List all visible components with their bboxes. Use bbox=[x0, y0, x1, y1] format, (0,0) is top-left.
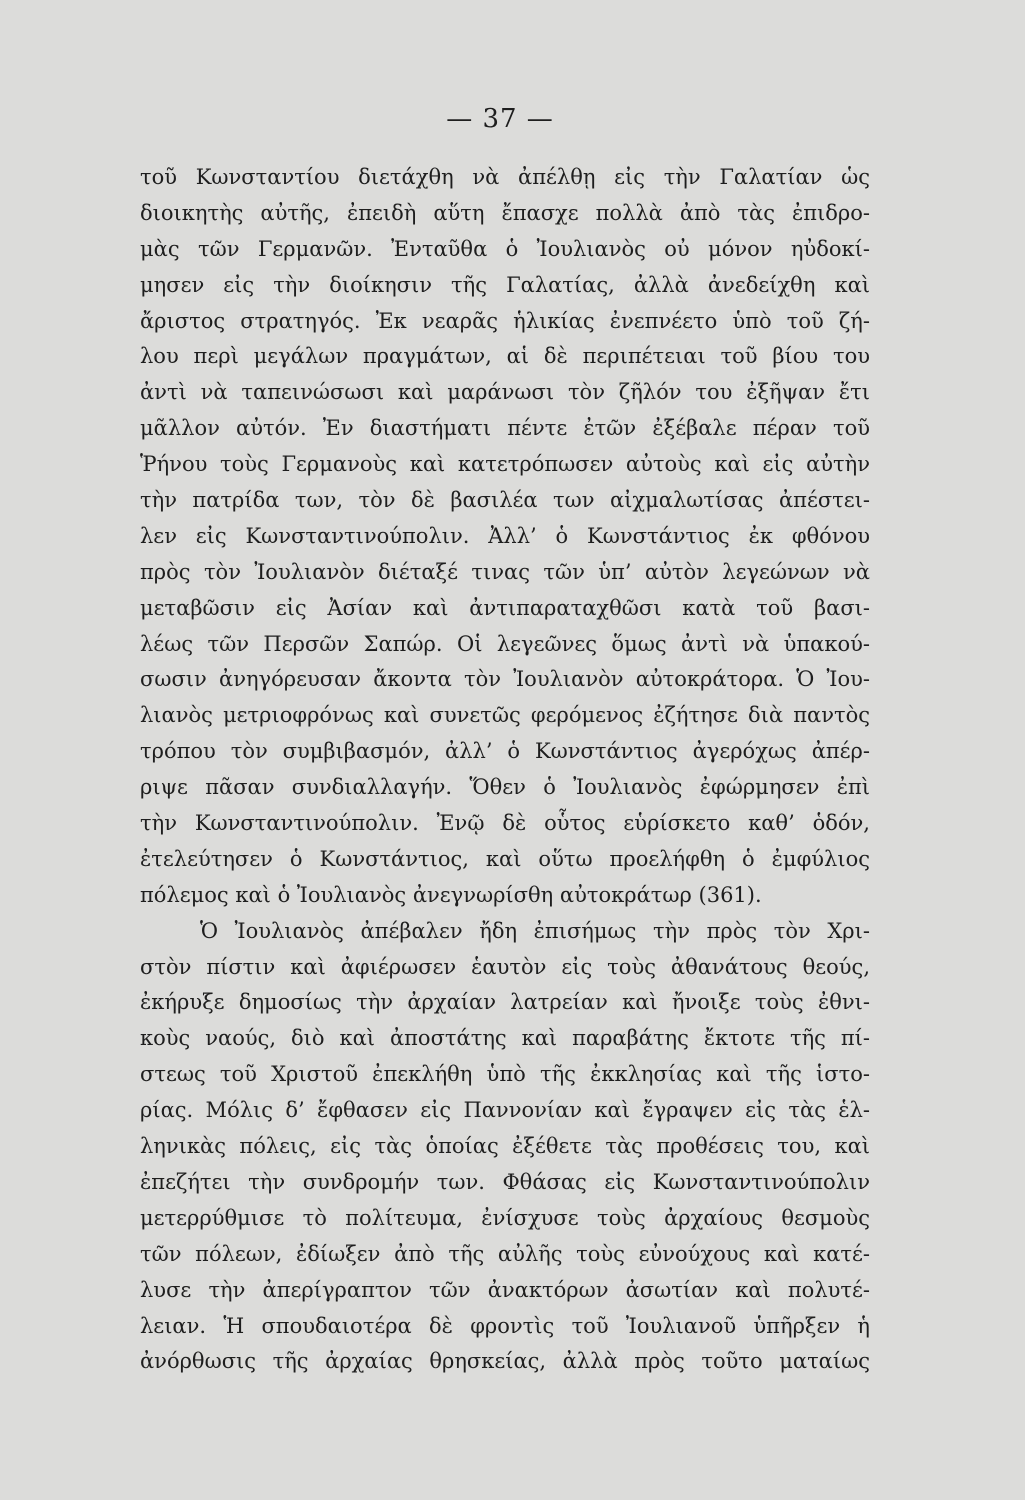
text-line: μετερρύθμισε τὸ πολίτευμα, ἐνίσχυσε τοὺς ἀρχαίους θεσμοὺς bbox=[140, 1205, 870, 1230]
text-line: ἄριστος στρατηγός. Ἐκ νεαρᾶς ἡλικίας ἐνεπνέετο ὑπὸ τοῦ ζή- bbox=[140, 308, 870, 333]
text-line: λου περὶ μεγάλων πραγμάτων, αἱ δὲ περιπέτειαι τοῦ βίου του bbox=[140, 344, 870, 369]
text-line: ἐκήρυξε δημοσίως τὴν ἀρχαίαν λατρείαν καὶ ἤνοιξε τοὺς ἐθνι- bbox=[140, 990, 870, 1015]
text-line: πόλεμος καὶ ὁ Ἰουλιανὸς ἀνεγνωρίσθη αὐτοκράτωρ (361). bbox=[140, 882, 762, 907]
page-number: — 37 — bbox=[446, 104, 554, 134]
text-line: τὴν πατρίδα των, τὸν δὲ βασιλέα των αἰχμαλωτίσας ἀπέστει- bbox=[140, 488, 870, 513]
text-line: στεως τοῦ Χριστοῦ ἐπεκλήθη ὑπὸ τῆς ἐκκλησίας καὶ τῆς ἱστο- bbox=[140, 1062, 870, 1087]
body-text bbox=[140, 160, 870, 1380]
text-line: διοικητὴς αὐτῆς, ἐπειδὴ αὕτη ἔπασχε πολλὰ ἀπὸ τὰς ἐπιδρο- bbox=[140, 200, 870, 225]
text-line: λεν εἰς Κωνσταντινούπολιν. Ἀλλ’ ὁ Κωνστάντιος ἐκ φθόνου bbox=[140, 523, 870, 548]
text-line: Ῥήνου τοὺς Γερμανοὺς καὶ κατετρόπωσεν αὐτοὺς καὶ εἰς αὐτὴν bbox=[140, 452, 870, 477]
text-line: σωσιν ἀνηγόρευσαν ἄκοντα τὸν Ἰουλιανὸν αὐτοκράτορα. Ὁ Ἰου- bbox=[140, 667, 870, 692]
text-line: μὰς τῶν Γερμανῶν. Ἐνταῦθα ὁ Ἰουλιανὸς οὐ μόνον ηὐδοκί- bbox=[140, 236, 870, 261]
text-line: ληνικὰς πόλεις, εἰς τὰς ὁποίας ἐξέθετε τὰς προθέσεις του, καὶ bbox=[140, 1134, 870, 1159]
text-line: τοῦ Κωνσταντίου διετάχθη νὰ ἀπέλθῃ εἰς τὴν Γαλατίαν ὡς bbox=[140, 165, 870, 189]
text-line: ἐτελεύτησεν ὁ Κωνστάντιος, καὶ οὕτω προελήφθη ὁ ἐμφύλιος bbox=[140, 846, 870, 871]
text-line: λέως τῶν Περσῶν Σαπώρ. Οἱ λεγεῶνες ὅμως ἀντὶ νὰ ὑπακού- bbox=[140, 631, 870, 656]
text-line: ρίας. Μόλις δ’ ἔφθασεν εἰς Παννονίαν καὶ ἔγραψεν εἰς τὰς ἑλ- bbox=[140, 1098, 870, 1123]
text-line: μησεν εἰς τὴν διοίκησιν τῆς Γαλατίας, ἀλλὰ ἀνεδείχθη καὶ bbox=[140, 272, 870, 297]
text-line: μᾶλλον αὐτόν. Ἐν διαστήματι πέντε ἐτῶν ἐξέβαλε πέραν τοῦ bbox=[140, 416, 870, 441]
text-line: στὸν πίστιν καὶ ἀφιέρωσεν ἑαυτὸν εἰς τοὺς ἀθανάτους θεούς, bbox=[140, 954, 870, 979]
text-line: ἀντὶ νὰ ταπεινώσωσι καὶ μαράνωσι τὸν ζῆλόν του ἐξῆψαν ἔτι bbox=[140, 380, 870, 405]
text-line: λειαν. Ἡ σπουδαιοτέρα δὲ φροντὶς τοῦ Ἰουλιανοῦ ὑπῆρξεν ἡ bbox=[140, 1313, 870, 1338]
text-line: λυσε τὴν ἀπερίγραπτον τῶν ἀνακτόρων ἀσωτίαν καὶ πολυτέ- bbox=[140, 1277, 870, 1302]
text-line: τρόπου τὸν συμβιβασμόν, ἀλλ’ ὁ Κωνστάντιος ἀγερόχως ἀπέρ- bbox=[140, 739, 870, 764]
text-line: ἐπεζήτει τὴν συνδρομήν των. Φθάσας εἰς Κωνσταντινούπολιν bbox=[140, 1169, 870, 1194]
text-line: τῶν πόλεων, ἐδίωξεν ἀπὸ τῆς αὐλῆς τοὺς εὐνούχους καὶ κατέ- bbox=[140, 1241, 870, 1266]
text-line: μεταβῶσιν εἰς Ἀσίαν καὶ ἀντιπαραταχθῶσι κατὰ τοῦ βασι- bbox=[140, 595, 870, 620]
text-line: Ὁ Ἰουλιανὸς ἀπέβαλεν ἤδη ἐπισήμως τὴν πρὸς τὸν Χρι- bbox=[200, 918, 870, 943]
text-line: ριψε πᾶσαν συνδιαλλαγήν. Ὅθεν ὁ Ἰουλιανὸς ἐφώρμησεν ἐπὶ bbox=[140, 775, 870, 800]
text-line: κοὺς ναούς, διὸ καὶ ἀποστάτης καὶ παραβάτης ἔκτοτε τῆς πί- bbox=[140, 1026, 870, 1051]
text-line: τὴν Κωνσταντινούπολιν. Ἐνῷ δὲ οὗτος εὑρίσκετο καθ’ ὁδόν, bbox=[140, 811, 870, 836]
text-line: πρὸς τὸν Ἰουλιανὸν διέταξέ τινας τῶν ὑπ’ αὐτὸν λεγεώνων νὰ bbox=[140, 559, 870, 584]
text-line: ἀνόρθωσις τῆς ἀρχαίας θρησκείας, ἀλλὰ πρὸς τοῦτο ματαίως bbox=[140, 1349, 870, 1374]
text-line: λιανὸς μετριοφρόνως καὶ συνετῶς φερόμενος ἐζήτησε διὰ παντὸς bbox=[140, 703, 870, 728]
